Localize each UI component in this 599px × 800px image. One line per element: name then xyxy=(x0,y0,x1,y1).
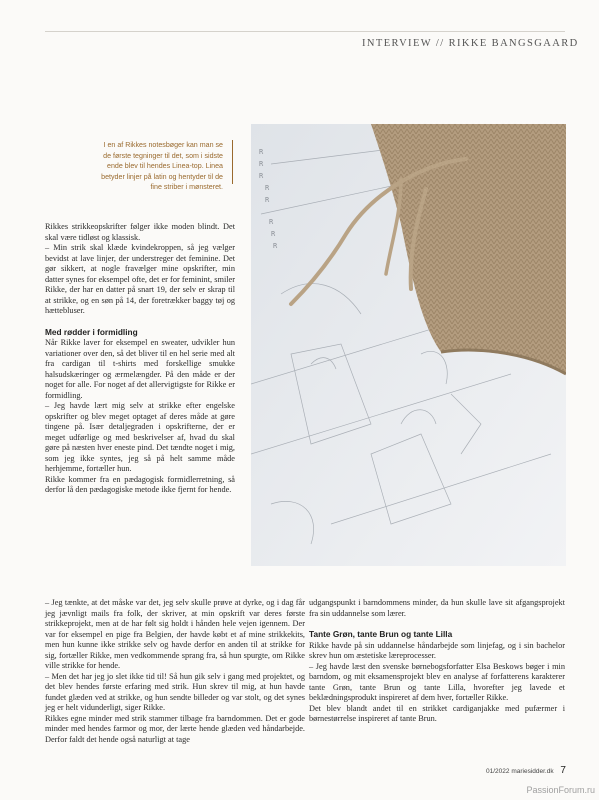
knitwear-photo xyxy=(251,124,566,566)
section-heading: Med rødder i formidling xyxy=(45,326,138,337)
site-label: mariesidder.dk xyxy=(511,768,554,775)
paragraph: – Min strik skal klæde kvindekroppen, så jeg vælger bevidst at lave linjer, der understreger det feminine. Det gør sikkert, at nogle fravælger mine opskrifter, min datter synes for eksempel ofte, det er for feminint, smiler Rikke, der har en datter på snart 19, der selv er skrap til at strikke, og en søn på 14, der foretrækker baggy tøj og hættebluser. xyxy=(45,243,235,315)
issue-label: 01/2022 xyxy=(486,768,510,775)
page-footer xyxy=(486,765,576,776)
svg-text:R: R xyxy=(265,196,270,204)
svg-text:R: R xyxy=(271,230,276,238)
watermark: PassionForum.ru xyxy=(526,785,595,795)
section-heading: Tante Grøn, tante Brun og tante Lilla xyxy=(309,629,453,639)
paragraph: Rikkes strikkeopskrifter følger ikke moden blindt. Det skal være tidløst og klassisk. xyxy=(45,222,235,242)
paragraph: – Jeg tænkte, at det måske var det, jeg selv skulle prøve at dyrke, og i dag får jeg jævnligt mails fra folk, der skriver, at min opskrift var deres første strikkeprojekt, men at de har følt sig holdt i hånden hele vejen igennem. Der var for eksempel en pige fra Belgien, der havde købt et af mine strikkekits, men hun kunne ikke strikke selv og havde derfor en anden til at strikke for sig, fortæller Rikke, men vedkommende sprang fra, så hun spurgte, om Rikke ville strikke for hende. xyxy=(45,598,305,670)
photo-caption: I en af Rikkes notesbøger kan man se de første tegninger til det, som i sidste ende blev til hendes Linea-top. Linea betyder linjer på latin og hentyder til de fine striber i mønsteret. xyxy=(101,141,223,192)
right-column xyxy=(309,598,565,725)
svg-text:R: R xyxy=(259,160,264,168)
header-rule xyxy=(45,31,565,32)
paragraph: – Jeg havde lært mig selv at strikke efter engelske opskrifter og blev meget optaget af deres måde at gøre tingene på. Især detaljegraden i opskrifterne, der er meget udførlige og med beskrivelser af, hvad du skal gøre på næsten hver eneste pind. Det tændte noget i mig, som jeg ikke syntes, jeg så på helt samme måde herhjemme, fortæller hun. xyxy=(45,401,235,473)
svg-text:R: R xyxy=(259,148,264,156)
running-header: INTERVIEW // RIKKE BANGSGAARD xyxy=(362,38,579,49)
paragraph: – Jeg havde læst den svenske børnebogsforfatter Elsa Beskows bøger i min barndom, og mit eksamensprojekt blev en analyse af forfatterens karakterer tante Grøn, tante Brun og tante Lilla, hvorefter jeg lavede et beklædningsprodukt inspireret af dem hver, fortæller Rikke. xyxy=(309,661,565,702)
lower-left-column xyxy=(45,598,305,745)
paragraph: Rikkes egne minder med strik stammer tilbage fra barndommen. Det er gode minder med hendes farmor og mor, der lærte hende glæden ved håndarbejde. Derfor faldt det hende også naturligt at tage xyxy=(45,713,305,744)
paragraph: Rikke havde på sin uddannelse håndarbejde som linjefag, og i sin bachelor skrev hun om æstetiske læreprocesser. xyxy=(309,640,565,660)
left-column xyxy=(45,222,235,496)
svg-text:R: R xyxy=(259,172,264,180)
paragraph: udgangspunkt i barndommens minder, da hun skulle lave sit afgangsprojekt fra sin uddannelse som lærer. xyxy=(309,598,565,618)
paragraph: Når Rikke laver for eksempel en sweater, udvikler hun variationer over den, så det bliver til en hel serie med alt fra cardigan til t-shirts med forskellige smukke halsudskæringer og ærmelængder. På den måde er der noget for alle. For noget af det allervigtigste for Rikke er formidling. xyxy=(45,338,235,400)
paragraph: Det blev blandt andet til en strikket cardiganjakke med pufærmer i børnestørrelse inspireret af tante Brun. xyxy=(309,703,565,723)
paragraph: – Men det har jeg jo slet ikke tid til! Så hun gik selv i gang med projektet, og det blev hendes første erfaring med strik. Hun skrev til mig, at hun havde fundet glæden ved at strikke, og hun sendte billeder og var stolt, og det synes jeg er helt vidunderligt, siger Rikke. xyxy=(45,671,305,712)
paragraph: Rikke kommer fra en pædagogisk formidlerretning, så derfor lå den pædagogiske metode ikke fjernt for hende. xyxy=(45,474,235,494)
caption-rule xyxy=(232,140,233,184)
svg-text:R: R xyxy=(273,242,278,250)
svg-text:R: R xyxy=(269,218,274,226)
svg-text:R: R xyxy=(265,184,270,192)
page-number: 7 xyxy=(560,765,566,776)
